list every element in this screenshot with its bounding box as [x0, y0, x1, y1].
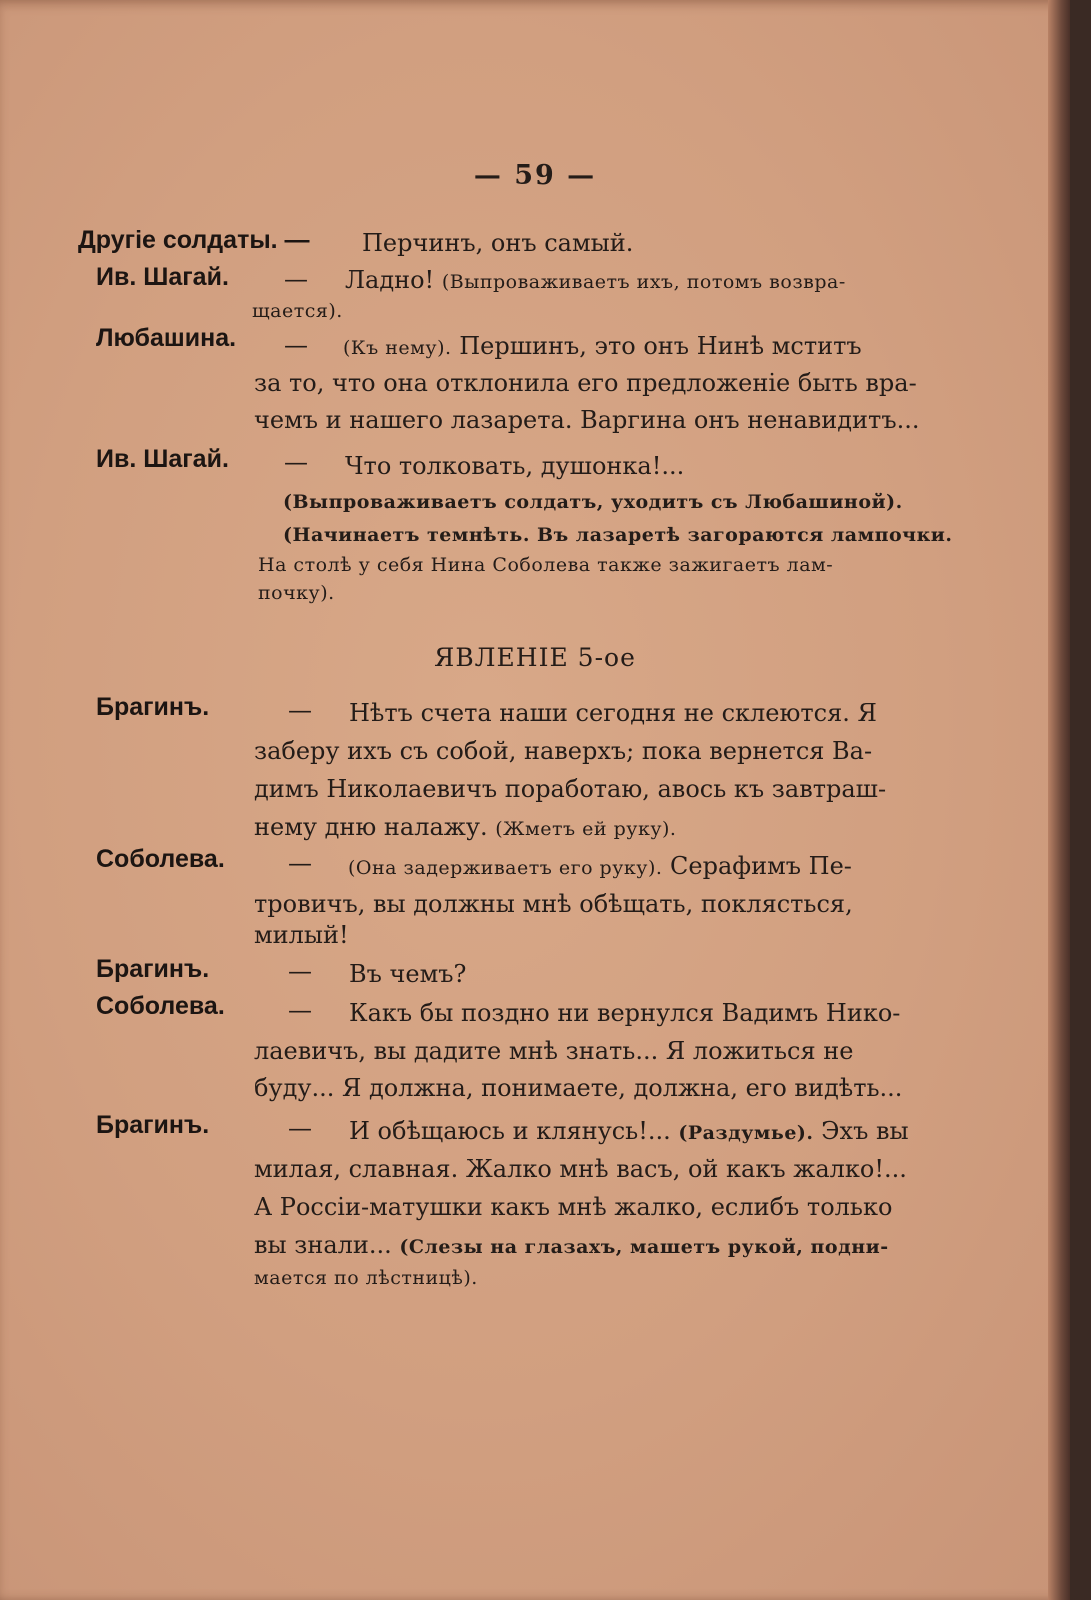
dialogue-dash: — [284, 331, 308, 359]
speaker-name: Любашина. [96, 324, 237, 352]
speaker-name: Соболева. [96, 992, 225, 1020]
dialogue-text: Серафимъ Пе- [670, 852, 852, 880]
dialogue-text: И обѣщаюсь и клянусь!... [349, 1117, 671, 1145]
dialogue-text: нему дню налажу. [254, 813, 488, 841]
dialogue-line: Перчинъ, онъ самый. [362, 229, 634, 257]
stage-direction: (Выпроваживаетъ солдатъ, уходитъ съ Любашиной). [283, 491, 903, 513]
dialogue-dash: — [284, 448, 308, 476]
dialogue-dash: — [288, 849, 312, 877]
dialogue-line: лаевичъ, вы дадите мнѣ знать... Я ложиться не [254, 1037, 854, 1065]
dialogue-dash: — [288, 996, 312, 1024]
dialogue-text: Першинъ, это онъ Нинѣ мститъ [459, 332, 862, 360]
speaker-name: Соболева. [96, 845, 225, 873]
speaker-name: Ив. Шагай. [96, 445, 229, 473]
dialogue-dash: — [288, 696, 312, 724]
speaker-name: Брагинъ. [96, 955, 210, 983]
dialogue-line: Въ чемъ? [349, 960, 467, 988]
dialogue-line: А Россіи-матушки какъ мнѣ жалко, еслибъ только [254, 1193, 893, 1221]
stage-direction: (Она задерживаетъ его руку). [348, 857, 663, 879]
dialogue-line: чемъ и нашего лазарета. Варгина онъ ненавидитъ... [254, 406, 920, 434]
dialogue-line: милая, славная. Жалко мнѣ васъ, ой какъ жалко!... [254, 1155, 907, 1183]
stage-direction: На столѣ у себя Нина Соболева также зажигаетъ лам- [258, 554, 834, 576]
speaker-name: Брагинъ. [96, 1111, 210, 1139]
stage-direction: (Выпроваживаетъ ихъ, потомъ возвра- [441, 271, 846, 293]
dialogue-text: Эхъ вы [821, 1117, 909, 1145]
dialogue-line: димъ Николаевичъ поработаю, авось къ завтраш- [254, 775, 887, 803]
dialogue-text: вы знали... [254, 1231, 392, 1259]
dialogue-dash: — [288, 1114, 312, 1142]
dialogue-dash: — [284, 265, 308, 293]
stage-direction: (Слезы на глазахъ, машетъ рукой, подни- [399, 1236, 889, 1258]
dialogue-text: Ладно! [345, 266, 435, 294]
dialogue-line: милый! [254, 921, 349, 949]
dialogue-dash: — [288, 957, 312, 985]
stage-direction: почку). [258, 582, 335, 604]
dialogue-line [349, 1116, 909, 1148]
dialogue-line: за то, что она отклонила его предложеніе быть вра- [254, 369, 917, 397]
page-edge [1048, 0, 1070, 1600]
scene-title: ЯВЛЕНІЕ 5-ое [434, 643, 636, 672]
stage-direction: мается по лѣстницѣ). [254, 1267, 478, 1289]
dialogue-line [254, 812, 676, 844]
stage-direction: (Къ нему). [343, 337, 452, 359]
dialogue-line: тровичъ, вы должны мнѣ обѣщать, поклясться, [254, 890, 853, 918]
stage-direction: (Начинаетъ темнѣть. Въ лазаретѣ загораются лампочки. [283, 524, 953, 546]
page-number: — 59 — [473, 160, 597, 191]
stage-direction: щается). [252, 300, 343, 322]
dialogue-line [345, 265, 846, 297]
stage-direction: (Жметъ ей руку). [495, 818, 677, 840]
stage-direction: (Раздумье). [678, 1122, 814, 1144]
dialogue-line: Что толковать, душонка!... [345, 452, 685, 480]
speaker-name: Другіе солдаты. — [78, 226, 310, 254]
dialogue-line [343, 331, 862, 363]
dialogue-line: Какъ бы поздно ни вернулся Вадимъ Нико- [349, 999, 901, 1027]
speaker-name: Ив. Шагай. [96, 263, 229, 291]
dialogue-line [254, 1230, 889, 1262]
dialogue-line: заберу ихъ съ собой, наверхъ; пока вернется Ва- [254, 737, 873, 765]
dialogue-line: Нѣтъ счета наши сегодня не склеются. Я [349, 699, 877, 727]
dialogue-line: буду... Я должна, понимаете, должна, его видѣть... [254, 1074, 903, 1102]
speaker-name: Брагинъ. [96, 693, 210, 721]
dialogue-line [348, 851, 852, 883]
